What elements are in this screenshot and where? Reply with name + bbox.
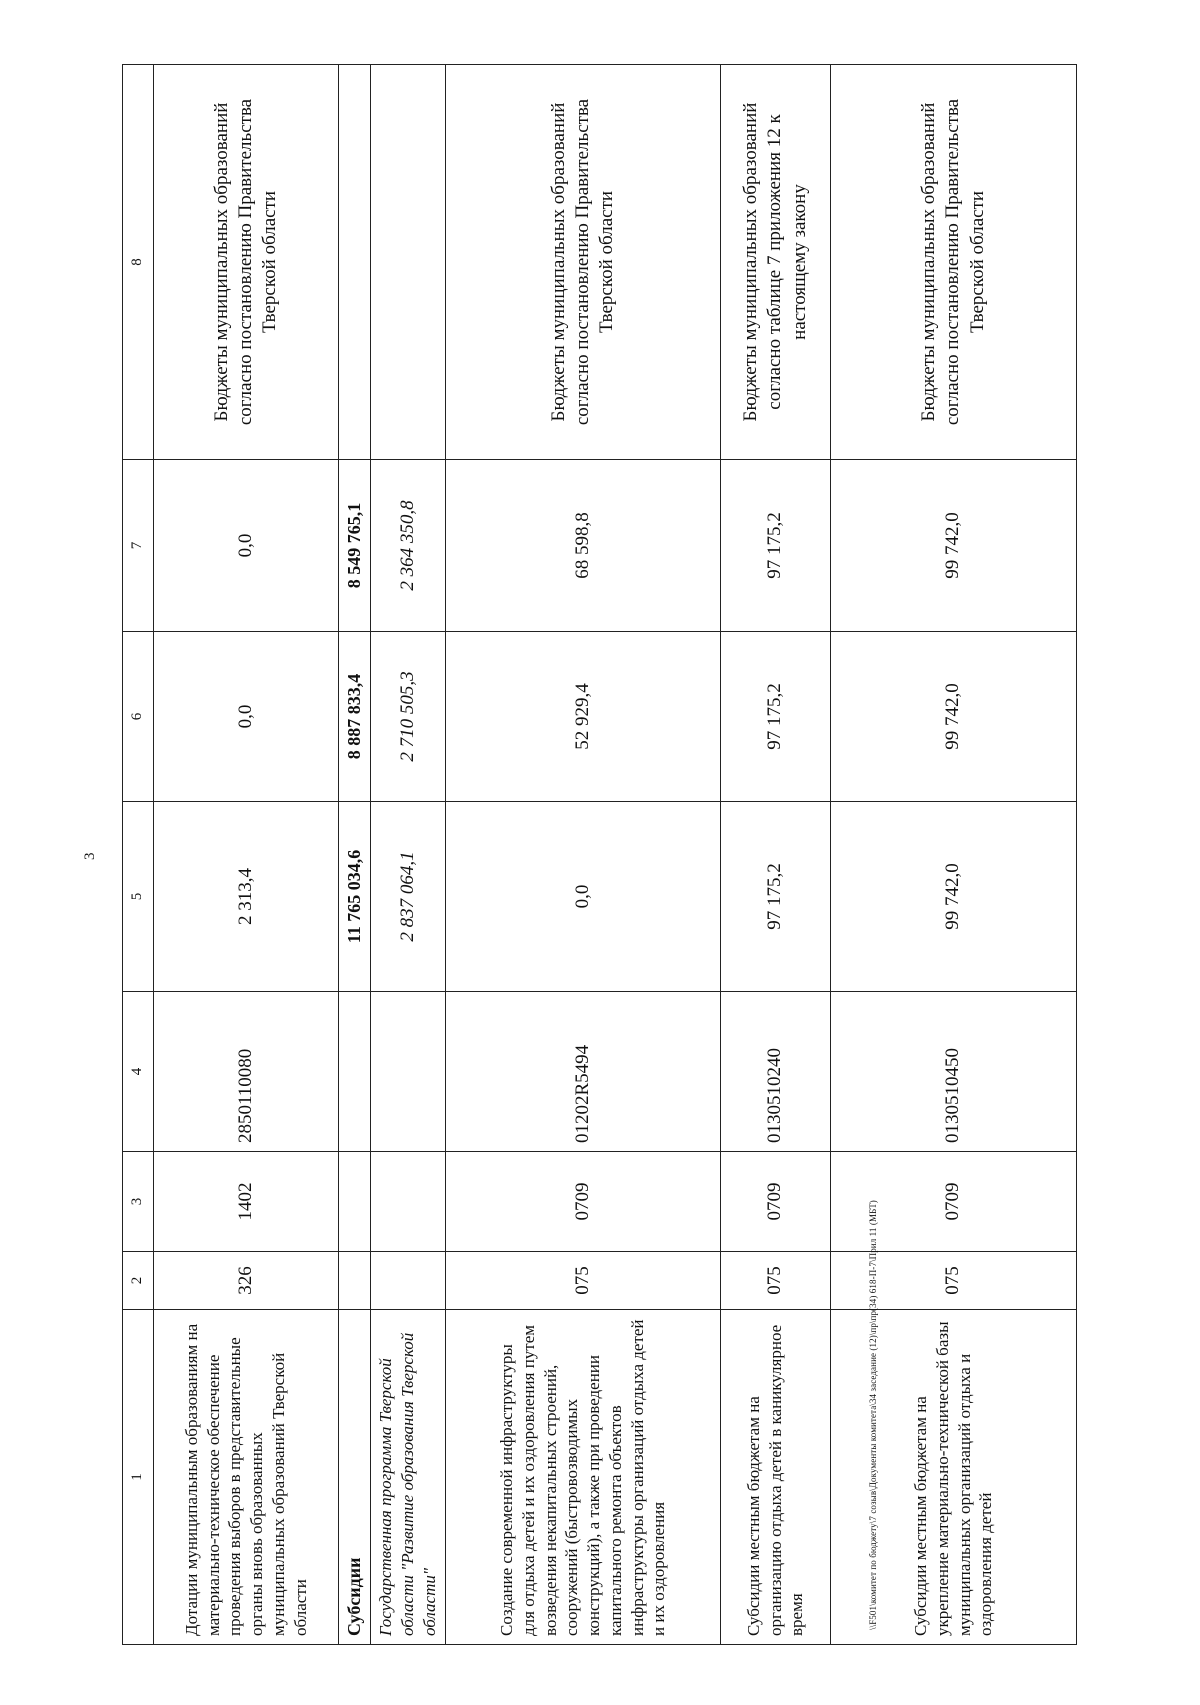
cell-c7: 8 549 765,1	[339, 460, 371, 632]
column-header: 8	[123, 65, 154, 460]
cell-c5: 99 742,0	[831, 802, 1077, 992]
cell-c8: Бюджеты муниципальных образований согласно таблице 7 приложения 12 к настоящему закону	[721, 65, 831, 460]
row-name: Субсидии местным бюджетам на укрепление материально-технической базы муниципальных организаций отдыха и оздоровления детей	[831, 1310, 1077, 1645]
cell-c5: 2 313,4	[154, 802, 339, 992]
footer-file-path: \\F501\комитет по бюджету\7 созыв\Документы комитета\34 заседание (12)\пр\пр(34) 618-П-7\Прил 11 (МБТ)	[868, 1200, 878, 1630]
row-name: Создание современной инфраструктуры для отдыха детей и их оздоровления путем возведения некапитальных строений, сооружений (быстровозводимых конструкций), а также при проведении капитального ремонта объектов инфраструктуры организаций отдыха детей и их оздоровления	[446, 1310, 721, 1645]
row-name: Дотации муниципальным образованиям на материально-техническое обеспечение проведения выборов в представительные органы вновь образованных муниципальных образований Тверской области	[154, 1310, 339, 1645]
cell-c6: 8 887 833,4	[339, 632, 371, 802]
cell-c7: 0,0	[154, 460, 339, 632]
cell-c2	[339, 1252, 371, 1310]
row-name: Субсидии	[339, 1310, 371, 1645]
cell-c2: 326	[154, 1252, 339, 1310]
cell-c3: 1402	[154, 1152, 339, 1252]
cell-c8	[339, 65, 371, 460]
cell-c8: Бюджеты муниципальных образований согласно постановлению Правительства Тверской области	[154, 65, 339, 460]
column-header: 6	[123, 632, 154, 802]
cell-c6: 97 175,2	[721, 632, 831, 802]
column-header: 5	[123, 802, 154, 992]
column-header: 7	[123, 460, 154, 632]
cell-c8: Бюджеты муниципальных образований согласно постановлению Правительства Тверской области	[446, 65, 721, 460]
cell-c6: 0,0	[154, 632, 339, 802]
cell-c5: 97 175,2	[721, 802, 831, 992]
column-header: 2	[123, 1252, 154, 1310]
cell-c6: 99 742,0	[831, 632, 1077, 802]
budget-table	[122, 64, 1077, 1645]
cell-c5: 2 837 064,1	[371, 802, 446, 992]
table-row	[721, 65, 831, 1645]
column-header-row	[123, 65, 154, 1645]
table-row	[339, 65, 371, 1645]
cell-c7: 2 364 350,8	[371, 460, 446, 632]
row-name: Государственная программа Тверской области "Развитие образования Тверской области"	[371, 1310, 446, 1645]
cell-c6: 2 710 505,3	[371, 632, 446, 802]
table-row	[371, 65, 446, 1645]
cell-c5: 11 765 034,6	[339, 802, 371, 992]
cell-c3	[339, 1152, 371, 1252]
cell-c6: 52 929,4	[446, 632, 721, 802]
column-header: 4	[123, 992, 154, 1152]
column-header: 1	[123, 1310, 154, 1645]
cell-c3: 0709	[721, 1152, 831, 1252]
cell-c3: 0709	[446, 1152, 721, 1252]
page-number: 3	[82, 852, 98, 860]
table-row	[446, 65, 721, 1645]
table-row	[154, 65, 339, 1645]
cell-c2: 075	[721, 1252, 831, 1310]
cell-c2: 075	[446, 1252, 721, 1310]
row-name: Субсидии местным бюджетам на организацию отдыха детей в каникулярное время	[721, 1310, 831, 1645]
cell-c8	[371, 65, 446, 460]
cell-c4: 0130510450	[831, 992, 1077, 1152]
cell-c4: 01202R5494	[446, 992, 721, 1152]
cell-c7: 97 175,2	[721, 460, 831, 632]
cell-c4	[371, 992, 446, 1152]
cell-c2	[371, 1252, 446, 1310]
cell-c3: 0709	[831, 1152, 1077, 1252]
cell-c2: 075	[831, 1252, 1077, 1310]
cell-c5: 0,0	[446, 802, 721, 992]
cell-c4	[339, 992, 371, 1152]
column-header: 3	[123, 1152, 154, 1252]
cell-c4: 0130510240	[721, 992, 831, 1152]
cell-c8: Бюджеты муниципальных образований согласно постановлению Правительства Тверской области	[831, 65, 1077, 460]
cell-c3	[371, 1152, 446, 1252]
cell-c4: 2850110080	[154, 992, 339, 1152]
cell-c7: 68 598,8	[446, 460, 721, 632]
cell-c7: 99 742,0	[831, 460, 1077, 632]
